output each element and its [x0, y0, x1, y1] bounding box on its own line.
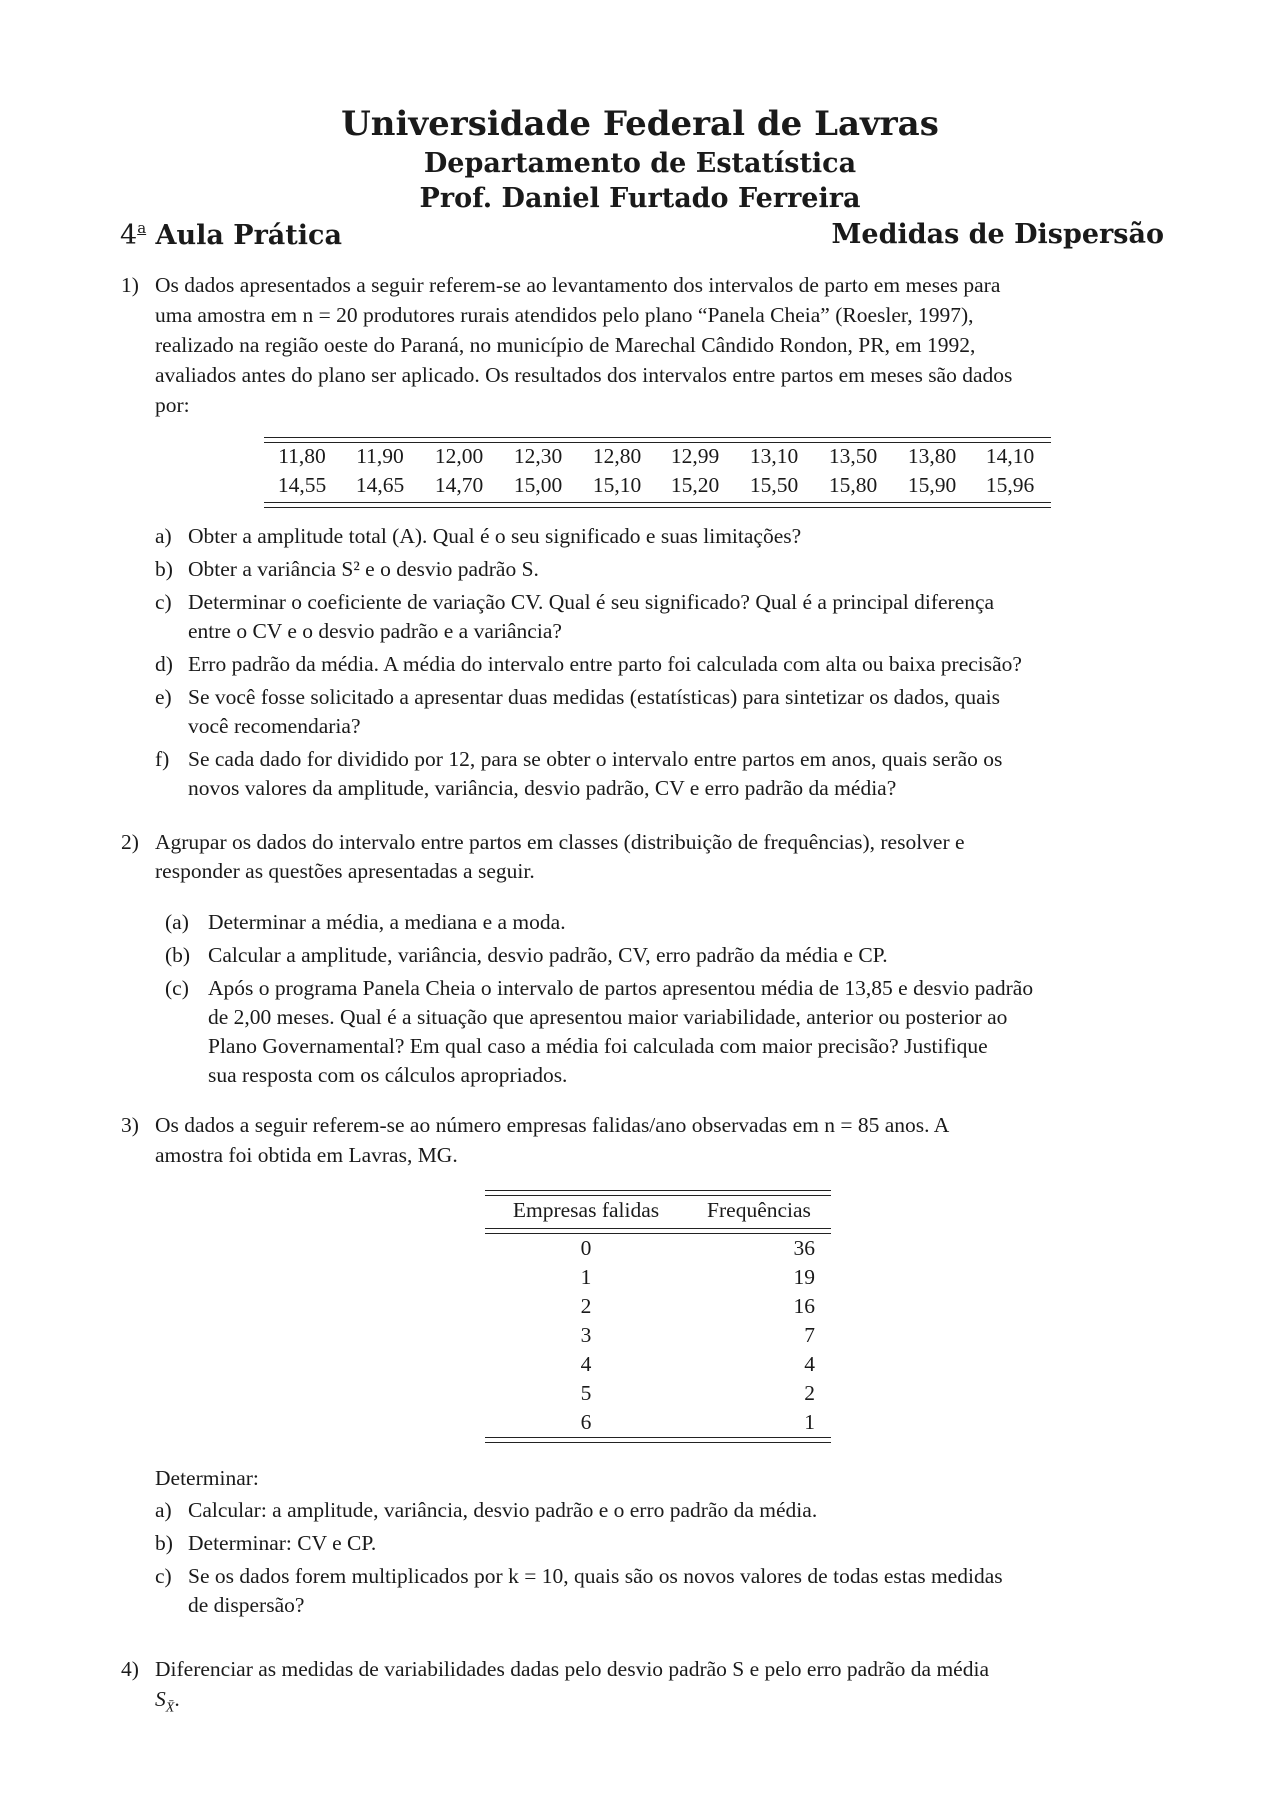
table-cell: 11,90	[356, 444, 404, 468]
list-item-label: b)	[155, 557, 173, 581]
table-cell: 12,30	[513, 444, 563, 468]
table-cell: 6	[580, 1410, 592, 1434]
list-item-text: novos valores da amplitude, variância, desvio padrão, CV e erro padrão da média?	[188, 776, 897, 800]
list-item-text: Erro padrão da média. A média do intervalo entre parto foi calculada com alta ou baixa precisão?	[188, 652, 1022, 676]
table-cell: 7	[804, 1323, 815, 1347]
list-item-text: Se você fosse solicitado a apresentar duas medidas (estatísticas) para sintetizar os dados, quais	[188, 685, 1000, 709]
table-cell: 1	[804, 1410, 815, 1434]
table-cell: 16	[793, 1294, 815, 1318]
table-cell: 13,10	[749, 444, 799, 468]
list-item-label: c)	[155, 590, 172, 614]
professor-name: Prof. Daniel Furtado Ferreira	[419, 183, 861, 214]
department-title: Departamento de Estatística	[423, 148, 857, 179]
table-cell: 12,00	[434, 444, 484, 468]
q3-determinar: Determinar:	[155, 1466, 259, 1490]
list-item-text: de dispersão?	[188, 1593, 305, 1617]
list-item-text: Determinar: CV e CP.	[188, 1531, 377, 1555]
table-cell: 14,55	[277, 473, 327, 497]
list-item-text: Após o programa Panela Cheia o intervalo de partos apresentou média de 13,85 e desvio padrão	[208, 976, 1034, 1000]
table-cell: 15,90	[907, 473, 957, 497]
q4-line: Diferenciar as medidas de variabilidades dadas pelo desvio padrão S e pelo erro padrão da média	[155, 1657, 989, 1681]
list-item-label: (b)	[165, 943, 191, 967]
table-cell: 15,96	[985, 473, 1035, 497]
list-item-text: Determinar a média, a mediana e a moda.	[208, 910, 566, 934]
q3-line: Os dados a seguir referem-se ao número empresas falidas/ano observadas em n = 85 anos. A	[155, 1113, 950, 1137]
list-item-text: Calcular: a amplitude, variância, desvio padrão e o erro padrão da média.	[188, 1498, 818, 1522]
q4-number: 4)	[121, 1657, 139, 1681]
list-item-label: (c)	[165, 976, 189, 1000]
table-cell: 15,20	[670, 473, 720, 497]
table-header-rule	[485, 1233, 831, 1234]
list-item-label: a)	[155, 1498, 172, 1522]
q1-line: por:	[155, 393, 190, 417]
table-cell: 14,70	[434, 473, 484, 497]
table-cell: 4	[580, 1352, 592, 1376]
list-item-text: Calcular a amplitude, variância, desvio padrão, CV, erro padrão da média e CP.	[208, 943, 888, 967]
aula-heading	[120, 219, 342, 251]
list-item-label: f)	[155, 747, 170, 771]
list-item-label: (a)	[165, 910, 189, 934]
q1-line: Os dados apresentados a seguir referem-se ao levantamento dos intervalos de parto em meses para	[155, 273, 1001, 297]
table-bottom-rule	[264, 507, 1051, 508]
list-item-text: Obter a variância S² e o desvio padrão S.	[188, 557, 539, 581]
table-bottom-rule	[264, 502, 1051, 503]
table-top-rule	[264, 442, 1051, 443]
table-cell: 14,65	[355, 473, 405, 497]
table-cell: 13,80	[907, 444, 957, 468]
list-item-text: sua resposta com os cálculos apropriados.	[208, 1063, 568, 1087]
table-cell: 12,99	[670, 444, 720, 468]
q4-symbol: S	[155, 1687, 166, 1711]
q4-subscript: X̄	[165, 1700, 175, 1716]
table-cell: 4	[804, 1352, 815, 1376]
q2-line: responder as questões apresentadas a seguir.	[155, 859, 535, 883]
table-cell: 15,80	[828, 473, 878, 497]
table-bottom-rule	[485, 1437, 831, 1438]
q3-line: amostra foi obtida em Lavras, MG.	[155, 1143, 458, 1167]
q4-period: .	[174, 1687, 180, 1711]
list-item-text: Obter a amplitude total (A). Qual é o seu significado e suas limitações?	[188, 524, 802, 548]
q1-line: uma amostra em n = 20 produtores rurais atendidos pelo plano “Panela Cheia” (Roesler, 1997),	[155, 303, 974, 327]
table-cell: 2	[804, 1381, 815, 1405]
table-top-rule	[485, 1195, 831, 1196]
q2-line: Agrupar os dados do intervalo entre partos em classes (distribuição de frequências), resolver e	[155, 830, 965, 854]
aula-sup: a	[137, 219, 147, 237]
q1-line: realizado na região oeste do Paraná, no município de Marechal Cândido Rondon, PR, em 1992,	[155, 333, 976, 357]
table-header-rule	[485, 1228, 831, 1229]
list-item-text: Determinar o coeficiente de variação CV. Qual é seu significado? Qual é a principal diferença	[188, 590, 995, 614]
q2-number: 2)	[121, 830, 139, 854]
table-cell: 15,00	[513, 473, 563, 497]
table-cell: 13,50	[828, 444, 878, 468]
list-item-label: d)	[155, 652, 173, 676]
table-cell: 15,50	[749, 473, 799, 497]
q1-line: avaliados antes do plano ser aplicado. Os resultados dos intervalos entre partos em meses são dados	[155, 363, 1013, 387]
table-header-frequencias: Frequências	[707, 1198, 811, 1222]
university-title: Universidade Federal de Lavras	[341, 104, 939, 144]
table-header-empresas: Empresas falidas	[512, 1198, 660, 1222]
table-cell: 12,80	[592, 444, 642, 468]
table-top-rule	[264, 437, 1051, 438]
list-item-text: de 2,00 meses. Qual é a situação que apresentou maior variabilidade, anterior ou posterior ao	[208, 1005, 1008, 1029]
table-cell: 15,10	[592, 473, 642, 497]
table-cell: 11,80	[278, 444, 326, 468]
aula-label: Aula Prática	[155, 220, 342, 251]
list-item-label: c)	[155, 1564, 172, 1588]
table-cell: 5	[580, 1381, 592, 1405]
list-item-text: você recomendaria?	[188, 714, 361, 738]
list-item-label: a)	[155, 524, 172, 548]
table-top-rule	[485, 1190, 831, 1191]
q4-line	[155, 1684, 1162, 1723]
table-cell: 1	[580, 1265, 592, 1289]
topic-heading: Medidas de Dispersão	[831, 219, 1164, 250]
table-cell: 19	[793, 1265, 815, 1289]
list-item-label: b)	[155, 1531, 173, 1555]
list-item-label: e)	[155, 685, 172, 709]
list-item-text: Se os dados forem multiplicados por k = 10, quais são os novos valores de todas estas medidas	[188, 1564, 1003, 1588]
table-cell: 3	[580, 1323, 592, 1347]
table-cell: 14,10	[985, 444, 1035, 468]
aula-number: 4	[120, 220, 138, 251]
list-item-text: Se cada dado for dividido por 12, para se obter o intervalo entre partos em anos, quais serão os	[188, 747, 1003, 771]
q3-number: 3)	[121, 1113, 139, 1137]
table-bottom-rule	[485, 1442, 831, 1443]
q1-number: 1)	[121, 273, 139, 297]
list-item-text: Plano Governamental? Em qual caso a média foi calculada com maior precisão? Justifique	[208, 1034, 988, 1058]
list-item-text: entre o CV e o desvio padrão e a variância?	[188, 619, 562, 643]
table-cell: 36	[793, 1236, 815, 1260]
table-cell: 2	[580, 1294, 592, 1318]
table-cell: 0	[580, 1236, 592, 1260]
